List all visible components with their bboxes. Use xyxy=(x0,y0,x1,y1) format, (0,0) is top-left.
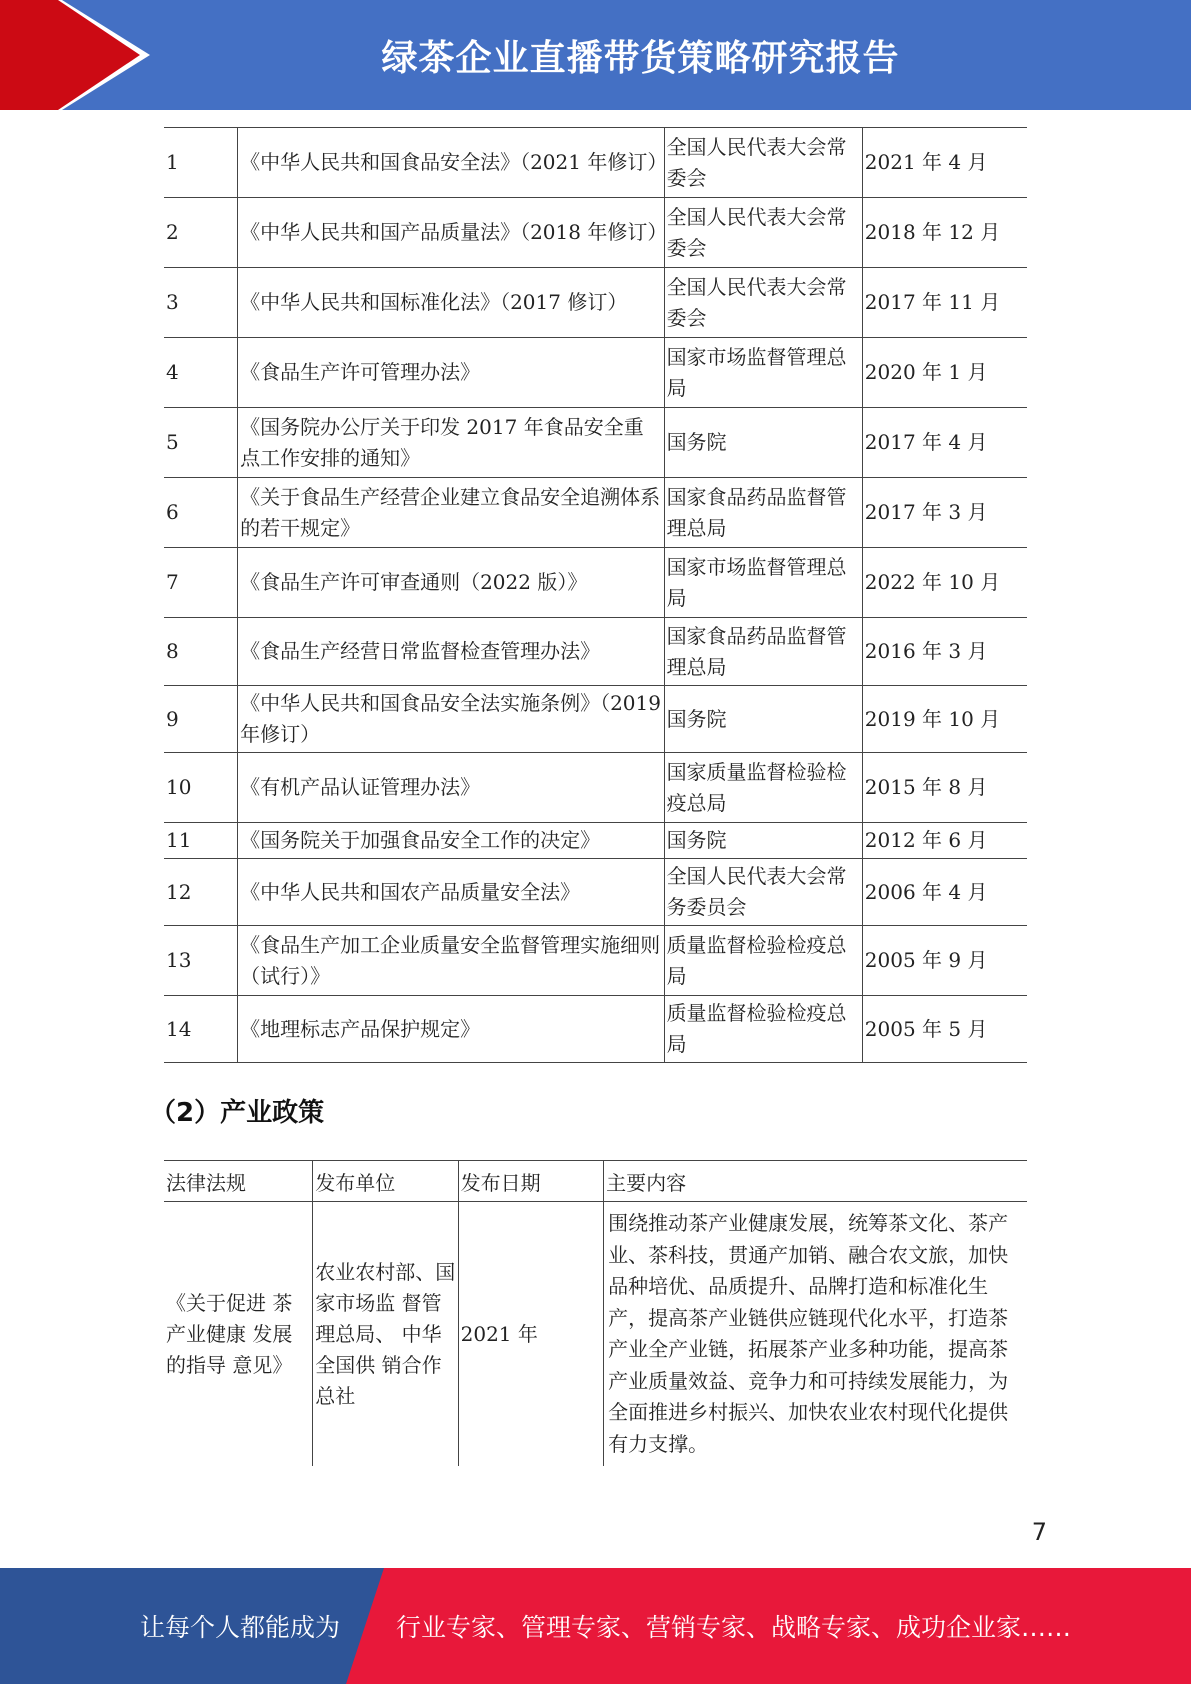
row-number: 2 xyxy=(164,198,238,268)
issue-date: 2017 年 4 月 xyxy=(862,408,1027,478)
header-content: 主要内容 xyxy=(604,1161,1027,1202)
issuing-department: 全国人民代表大会常委会 xyxy=(664,198,862,268)
table-header-row xyxy=(164,1161,1027,1202)
laws-regulations-table xyxy=(164,127,1027,1063)
law-name: 《中华人民共和国农产品质量安全法》 xyxy=(238,859,664,926)
table-row xyxy=(164,926,1027,996)
row-number: 11 xyxy=(164,823,238,859)
law-name: 《食品生产加工企业质量安全监督管理实施细则（试行）》 xyxy=(238,926,664,996)
issue-date: 2016 年 3 月 xyxy=(862,618,1027,686)
issue-date: 2018 年 12 月 xyxy=(862,198,1027,268)
row-number: 12 xyxy=(164,859,238,926)
row-number: 10 xyxy=(164,753,238,823)
issue-date: 2022 年 10 月 xyxy=(862,548,1027,618)
page-footer xyxy=(0,1568,1191,1684)
law-name: 《地理标志产品保护规定》 xyxy=(238,996,664,1063)
issue-date: 2015 年 8 月 xyxy=(862,753,1027,823)
issue-date: 2019 年 10 月 xyxy=(862,686,1027,753)
table-row xyxy=(164,753,1027,823)
law-name: 《国务院办公厅关于印发 2017 年食品安全重点工作安排的通知》 xyxy=(238,408,664,478)
table-row xyxy=(164,548,1027,618)
footer-slogan-right: 行业专家、管理专家、营销专家、战略专家、成功企业家…… xyxy=(396,1613,1072,1642)
issuing-department: 全国人民代表大会常务委员会 xyxy=(664,859,862,926)
issuing-department: 国务院 xyxy=(664,823,862,859)
table-row xyxy=(164,823,1027,859)
issuing-department: 国务院 xyxy=(664,686,862,753)
policy-law: 《关于促进 茶产业健康 发展的指导 意见》 xyxy=(164,1202,313,1467)
issue-date: 2006 年 4 月 xyxy=(862,859,1027,926)
law-name: 《国务院关于加强食品安全工作的决定》 xyxy=(238,823,664,859)
issuing-department: 国家市场监督管理总局 xyxy=(664,548,862,618)
law-name: 《食品生产许可审查通则（2022 版）》 xyxy=(238,548,664,618)
table-row xyxy=(164,618,1027,686)
table-row xyxy=(164,198,1027,268)
page-header xyxy=(0,0,1191,110)
policy-date: 2021 年 xyxy=(458,1202,604,1467)
table-row xyxy=(164,478,1027,548)
table-row xyxy=(164,1202,1027,1467)
header-date: 发布日期 xyxy=(458,1161,604,1202)
report-title: 绿茶企业直播带货策略研究报告 xyxy=(381,37,900,79)
section-title-industry-policy: （2）产业政策 xyxy=(150,1098,325,1128)
issuing-department: 全国人民代表大会常委会 xyxy=(664,128,862,198)
issue-date: 2012 年 6 月 xyxy=(862,823,1027,859)
issue-date: 2020 年 1 月 xyxy=(862,338,1027,408)
row-number: 1 xyxy=(164,128,238,198)
table-row xyxy=(164,686,1027,753)
industry-policy-table xyxy=(164,1160,1027,1466)
law-name: 《关于食品生产经营企业建立食品安全追溯体系的若干规定》 xyxy=(238,478,664,548)
table-row xyxy=(164,338,1027,408)
page-number: 7 xyxy=(1031,1518,1047,1546)
row-number: 4 xyxy=(164,338,238,408)
issue-date: 2017 年 3 月 xyxy=(862,478,1027,548)
row-number: 7 xyxy=(164,548,238,618)
law-name: 《中华人民共和国食品安全法》（2021 年修订） xyxy=(238,128,664,198)
law-name: 《中华人民共和国产品质量法》（2018 年修订） xyxy=(238,198,664,268)
table-row xyxy=(164,268,1027,338)
issuing-department: 国家质量监督检验检疫总局 xyxy=(664,753,862,823)
row-number: 6 xyxy=(164,478,238,548)
issuing-department: 质量监督检验检疫总局 xyxy=(664,926,862,996)
issuing-department: 质量监督检验检疫总局 xyxy=(664,996,862,1063)
issue-date: 2017 年 11 月 xyxy=(862,268,1027,338)
row-number: 3 xyxy=(164,268,238,338)
issue-date: 2021 年 4 月 xyxy=(862,128,1027,198)
header-dept: 发布单位 xyxy=(313,1161,458,1202)
table-row xyxy=(164,859,1027,926)
footer-slogan-left: 让每个人都能成为 xyxy=(140,1613,341,1642)
issuing-department: 全国人民代表大会常委会 xyxy=(664,268,862,338)
row-number: 8 xyxy=(164,618,238,686)
issuing-department: 国家食品药品监督管理总局 xyxy=(664,618,862,686)
law-name: 《食品生产许可管理办法》 xyxy=(238,338,664,408)
table-row xyxy=(164,996,1027,1063)
policy-dept: 农业农村部、国家市场监 督管理总局、 中华全国供 销合作总社 xyxy=(313,1202,458,1467)
issuing-department: 国家市场监督管理总局 xyxy=(664,338,862,408)
header-law: 法律法规 xyxy=(164,1161,313,1202)
row-number: 9 xyxy=(164,686,238,753)
law-name: 《食品生产经营日常监督检查管理办法》 xyxy=(238,618,664,686)
issuing-department: 国务院 xyxy=(664,408,862,478)
row-number: 5 xyxy=(164,408,238,478)
issue-date: 2005 年 9 月 xyxy=(862,926,1027,996)
law-name: 《有机产品认证管理办法》 xyxy=(238,753,664,823)
law-name: 《中华人民共和国食品安全法实施条例》（2019 年修订） xyxy=(238,686,664,753)
table-row xyxy=(164,408,1027,478)
row-number: 13 xyxy=(164,926,238,996)
policy-content: 围绕推动茶产业健康发展，统筹茶文化、茶产业、茶科技，贯通产加销、融合农文旅，加快品种培优、品质提升、品牌打造和标准化生产，提高茶产业链供应链现代化水平，打造茶产业全产业链，拓展茶产业多种功能，提高茶产业质量效益、竞争力和可持续发展能力，为全面推进乡村振兴、加快农业农村现代化提供有力支撑。 xyxy=(608,1211,1009,1456)
table-row xyxy=(164,128,1027,198)
row-number: 14 xyxy=(164,996,238,1063)
law-name: 《中华人民共和国标准化法》（2017 修订） xyxy=(238,268,664,338)
issuing-department: 国家食品药品监督管理总局 xyxy=(664,478,862,548)
issue-date: 2005 年 5 月 xyxy=(862,996,1027,1063)
